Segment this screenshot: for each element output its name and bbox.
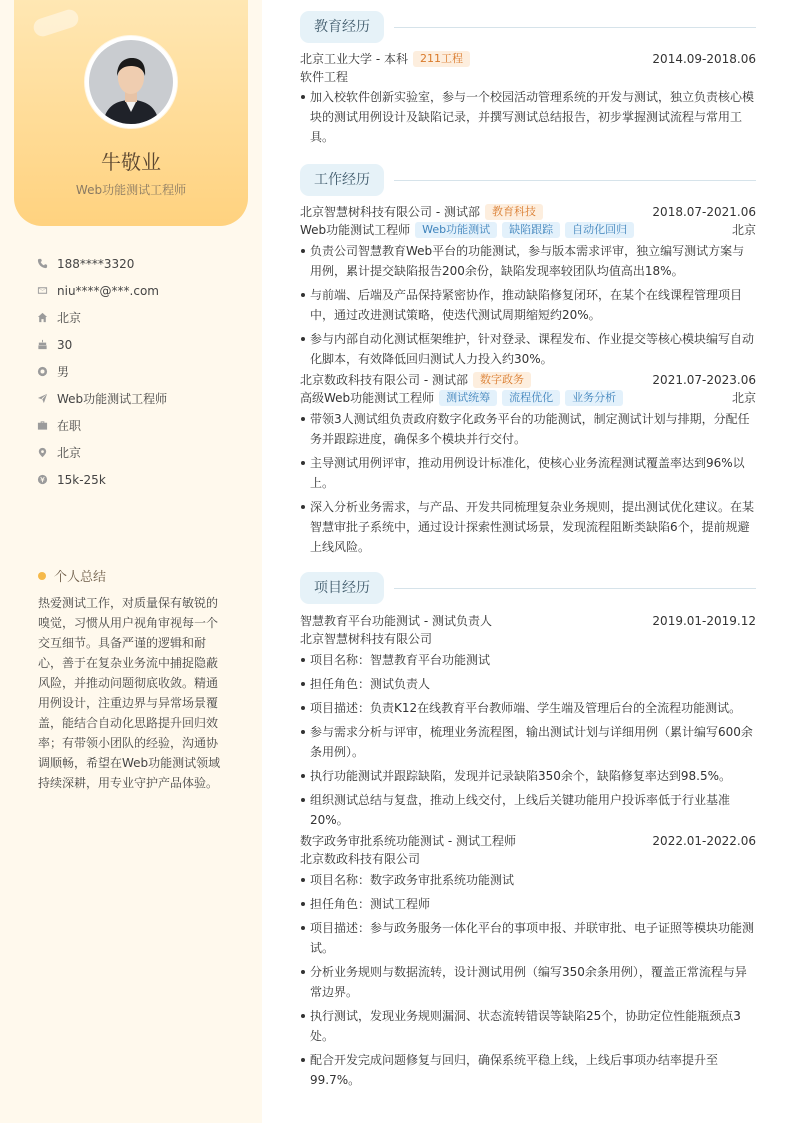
education-major: 软件工程 [300, 70, 349, 84]
project-bullet: 项目名称：智慧教育平台功能测试 [300, 650, 756, 670]
project-bullet: 项目描述：参与政务服务一体化平台的事项申报、并联审批、电子证照等模块功能测试。 [300, 918, 756, 958]
info-email [36, 277, 246, 304]
work-role: 高级Web功能测试工程师 [300, 391, 435, 405]
education-entry [300, 50, 756, 147]
work-bullet: 主导测试用例评审，推动用例设计标准化，使核心业务流程测试覆盖率达到96%以上。 [300, 453, 756, 493]
education-date: 2014.09-2018.06 [652, 52, 756, 66]
project-bullet: 执行功能测试并跟踪缺陷，发现并记录缺陷350余个，缺陷修复率达到98.5%。 [300, 766, 756, 786]
work-bullet: 负责公司智慧教育Web平台的功能测试，参与版本需求评审，独立编写测试方案与用例，累计提交缺陷报告200余份，缺陷发现率较团队均值高出18%。 [300, 241, 756, 281]
gender-icon [36, 366, 48, 378]
info-age [36, 331, 246, 358]
status-text: 在职 [57, 419, 82, 433]
industry-tag: 教育科技 [485, 204, 543, 220]
briefcase-icon [36, 420, 48, 432]
location-text: 北京 [57, 446, 82, 460]
section-divider [394, 27, 756, 28]
project-bullet: 组织测试总结与复盘，推动上线交付，上线后关键功能用户投诉率低于行业基准20%。 [300, 790, 756, 830]
work-city: 北京 [731, 223, 756, 237]
work-city: 北京 [731, 391, 756, 405]
section-project [300, 572, 756, 604]
school-tag: 211工程 [413, 51, 470, 67]
work-company: 北京智慧树科技有限公司 - 测试部 [300, 205, 480, 219]
home-icon [36, 312, 48, 324]
skill-tag: 自动化回归 [565, 222, 634, 238]
skill-tag: 业务分析 [565, 390, 623, 406]
school-name: 北京工业大学 - 本科 [300, 52, 408, 66]
skill-tag: 缺陷跟踪 [502, 222, 560, 238]
project-name: 数字政务审批系统功能测试 - 测试工程师 [300, 834, 516, 848]
skill-tag: Web功能测试 [415, 222, 497, 238]
info-phone [36, 250, 246, 277]
work-bullet: 与前端、后端及产品保持紧密协作，推动缺陷修复闭环，在某个在线课程管理项目中，通过改进测试策略，使迭代测试周期缩短约20%。 [300, 285, 756, 325]
info-city [36, 304, 246, 331]
project-date: 2019.01-2019.12 [652, 614, 756, 628]
phone-text: 188****3320 [57, 256, 135, 271]
profile-name: 牛敬业 [101, 150, 161, 174]
bullet-dot-icon [38, 572, 46, 580]
project-bullet: 担任角色：测试负责人 [300, 674, 756, 694]
position-text: Web功能测试工程师 [57, 392, 168, 406]
city-text: 北京 [57, 311, 82, 325]
section-education [300, 11, 756, 43]
gender-text: 男 [57, 365, 70, 379]
project-bullet: 项目名称：数字政务审批系统功能测试 [300, 870, 756, 890]
summary-heading [38, 566, 106, 585]
project-bullet: 担任角色：测试工程师 [300, 894, 756, 914]
work-entry [300, 203, 756, 369]
work-date: 2021.07-2023.06 [652, 373, 756, 387]
project-date: 2022.01-2022.06 [652, 834, 756, 848]
phone-icon [36, 258, 48, 270]
project-entry [300, 612, 756, 830]
project-name: 智慧教育平台功能测试 - 测试负责人 [300, 614, 492, 628]
send-icon [36, 393, 48, 405]
cake-icon [36, 339, 48, 351]
section-title-project: 项目经历 [300, 572, 384, 604]
salary-text: 15k-25k [57, 472, 106, 487]
info-status [36, 412, 246, 439]
project-bullet: 项目描述：负责K12在线教育平台教师端、学生端及管理后台的全流程功能测试。 [300, 698, 756, 718]
section-divider [394, 588, 756, 589]
project-entry [300, 832, 756, 1090]
work-role: Web功能测试工程师 [300, 223, 411, 237]
work-bullet: 参与内部自动化测试框架维护，针对登录、课程发布、作业提交等核心模块编写自动化脚本，有效降低回归测试人力投入约30%。 [300, 329, 756, 369]
section-title-work: 工作经历 [300, 164, 384, 196]
info-gender [36, 358, 246, 385]
project-company: 北京数政科技有限公司 [300, 852, 421, 866]
email-text: niu****@***.com [57, 283, 159, 298]
salary-icon [36, 474, 48, 486]
skill-tag: 流程优化 [502, 390, 560, 406]
project-bullet: 配合开发完成问题修复与回归，确保系统平稳上线，上线后事项办结率提升至99.7%。 [300, 1050, 756, 1090]
section-divider [394, 180, 756, 181]
work-entry [300, 371, 756, 557]
info-position [36, 385, 246, 412]
project-bullet: 参与需求分析与评审，梳理业务流程图，输出测试计划与详细用例（累计编写600余条用例）。 [300, 722, 756, 762]
info-location [36, 439, 246, 466]
age-text: 30 [57, 337, 73, 352]
education-bullet: 加入校软件创新实验室，参与一个校园活动管理系统的开发与测试，独立负责核心模块的测试用例设计及缺陷记录，并撰写测试总结报告，初步掌握测试流程与常用工具。 [300, 87, 756, 147]
summary-text: 热爱测试工作，对质量保有敏锐的嗅觉，习惯从用户视角审视每一个交互细节。具备严谨的逻辑和耐心，善于在复杂业务流中捕捉隐蔽风险，并推动问题彻底收敛。精通用例设计，注重边界与异常场景覆盖，能结合自动化思路提升回归效率；有带领小团队的经验，沟通协调顺畅，希望在Web功能测试领域持续深耕，用专业守护产品体验。 [38, 596, 221, 790]
section-work [300, 164, 756, 196]
mail-icon [36, 285, 48, 297]
skill-tag: 测试统筹 [439, 390, 497, 406]
contact-info-list [36, 250, 246, 493]
work-bullet: 深入分析业务需求，与产品、开发共同梳理复杂业务规则，提出测试优化建议。在某智慧审批子系统中，通过设计探索性测试场景，发现流程阻断类缺陷6个，提前规避上线风险。 [300, 497, 756, 557]
work-company: 北京数政科技有限公司 - 测试部 [300, 373, 468, 387]
profile-title: Web功能测试工程师 [75, 183, 187, 197]
summary-title-text: 个人总结 [54, 570, 107, 585]
project-bullet: 执行测试，发现业务规则漏洞、状态流转错误等缺陷25个，协助定位性能瓶颈点3处。 [300, 1006, 756, 1046]
industry-tag: 数字政务 [473, 372, 531, 388]
project-bullet: 分析业务规则与数据流转，设计测试用例（编写350余条用例），覆盖正常流程与异常边界。 [300, 962, 756, 1002]
info-salary [36, 466, 246, 493]
section-title-education: 教育经历 [300, 11, 384, 43]
project-company: 北京智慧树科技有限公司 [300, 632, 433, 646]
avatar-photo [89, 40, 173, 124]
avatar [85, 36, 177, 128]
work-bullet: 带领3人测试组负责政府数字化政务平台的功能测试，制定测试计划与排期，分配任务并跟踪进度，确保多个模块并行交付。 [300, 409, 756, 449]
location-icon [36, 447, 48, 459]
work-date: 2018.07-2021.06 [652, 205, 756, 219]
